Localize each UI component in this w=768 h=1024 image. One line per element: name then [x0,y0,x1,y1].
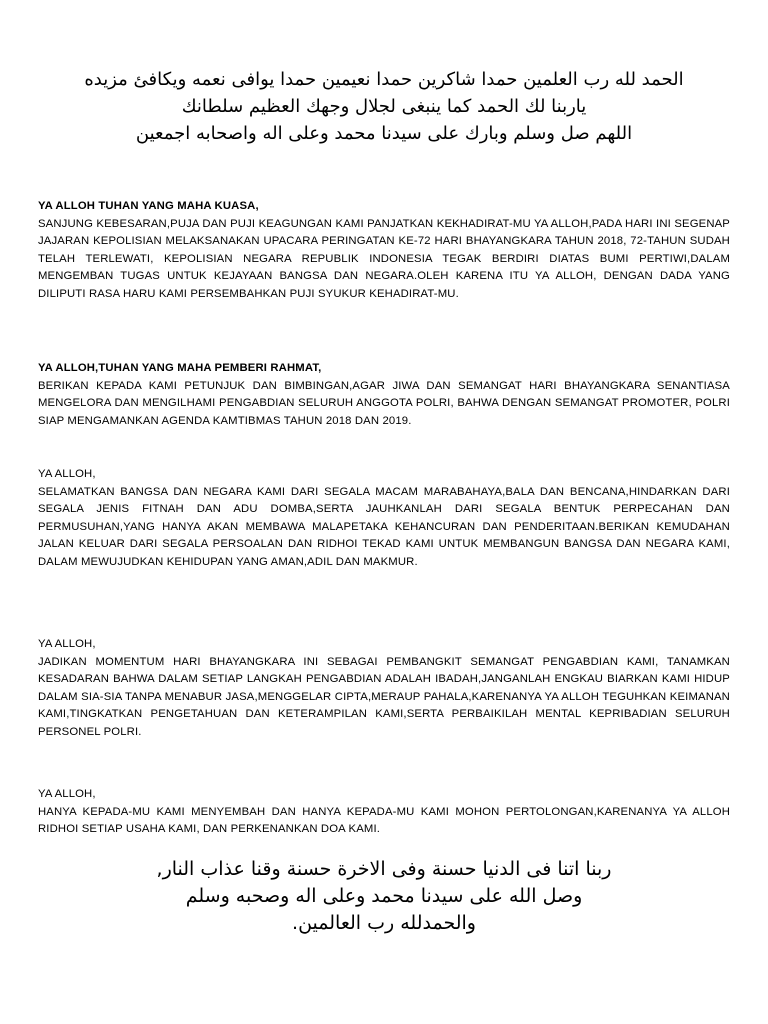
opening-prayer-line-2: ياربنا لك الحمد كما ينبغى لجلال وجهك العظيم سلطانك [181,96,587,117]
paragraph-heading: YA ALLOH, [38,468,96,480]
paragraph-4 [38,636,730,742]
closing-prayer-line-1: ربنا اتنا فى الدنيا حسنة وفى الاخرة حسنة وقنا عذاب النار, [156,858,612,880]
paragraph-body: SELAMATKAN BANGSA DAN NEGARA KAMI DARI SEGALA MACAM MARABAHAYA,BALA DAN BENCANA,HINDARKAN DARI SEGALA JENIS FITNAH DAN ADU DOMBA,SERTA JAUHKANLAH DARI SEGALA BENTUK PERPECAHAN DAN PERMUSUHAN,YANG HANYA AKAN MEMBAWA MALAPETAKA KEHANCURAN DAN PENDERITAAN.BERIKAN KEMUDAHAN JALAN KELUAR DARI SEGALA PERSOALAN DAN RIDHOI TEKAD KAMI UNTUK MEMBANGUN BANGSA DAN NEGARA KAMI, DALAM MEWUJUDKAN KEHIDUPAN YANG AMAN,ADIL DAN MAKMUR. [38,485,730,568]
paragraph-heading: YA ALLOH TUHAN YANG MAHA KUASA, [38,200,259,212]
opening-prayer-line-1: الحمد لله رب العلمين حمدا شاكرين حمدا نعيمين حمدا يوافى نعمه ويكافئ مزيده [84,69,684,90]
paragraph-5 [38,786,730,839]
opening-prayer [40,66,728,147]
closing-prayer-line-3: والحمدلله رب العالمين. [292,912,476,934]
closing-prayer [60,856,708,937]
paragraph-3 [38,466,730,572]
paragraph-2 [38,360,730,430]
paragraph-1 [38,198,730,304]
paragraph-body: HANYA KEPADA-MU KAMI MENYEMBAH DAN HANYA KEPADA-MU KAMI MOHON PERTOLONGAN,KARENANYA YA ALLOH RIDHOI SETIAP USAHA KAMI, DAN PERKENANKAN DOA KAMI. [38,805,730,836]
opening-prayer-line-3: اللهم صل وسلم وبارك على سيدنا محمد وعلى اله واصحابه اجمعين [135,123,633,144]
paragraph-body: SANJUNG KEBESARAN,PUJA DAN PUJI KEAGUNGAN KAMI PANJATKAN KEKHADIRAT-MU YA ALLOH,PADA HARI INI SEGENAP JAJARAN KEPOLISIAN MELAKSANAKAN UPACARA PERINGATAN KE-72 HARI BHAYANGKARA TAHUN 2018, 72-TAHUN SUDAH TELAH TERLEWATI, KEPOLISIAN NEGARA REPUBLIK INDONESIA TEGAK BERDIRI DIATAS BUMI PERTIWI,DALAM MENGEMBAN TUGAS UNTUK KEJAYAAN BANGSA DAN NEGARA.OLEH KARENA ITU YA ALLOH, DENGAN DADA YANG DILIPUTI RASA HARU KAMI PERSEMBAHKAN PUJI SYUKUR KEHADIRAT-MU. [38,217,730,300]
paragraph-body: BERIKAN KEPADA KAMI PETUNJUK DAN BIMBINGAN,AGAR JIWA DAN SEMANGAT HARI BHAYANGKARA SENANTIASA MENGELORA DAN MENGILHAMI PENGABDIAN SELURUH ANGGOTA POLRI, BAHWA DENGAN SEMANGAT PROMOTER, POLRI SIAP MENGAMANKAN AGENDA KAMTIBMAS TAHUN 2018 DAN 2019. [38,379,730,427]
paragraph-heading: YA ALLOH, [38,638,96,650]
closing-prayer-line-2: وصل الله على سيدنا محمد وعلى اله وصحبه وسلم [185,885,583,907]
paragraph-body: JADIKAN MOMENTUM HARI BHAYANGKARA INI SEBAGAI PEMBANGKIT SEMANGAT PENGABDIAN KAMI, TANAMKAN KESADARAN BAHWA DALAM SETIAP LANGKAH PENGABDIAN ADALAH IBADAH,JANGANLAH ENGKAU BIARKAN KAMI HIDUP DALAM SIA-SIA TANPA MENABUR JASA,MENGGELAR CIPTA,MERAUP PAHALA,KARENANYA YA ALLOH TEGUHKAN KEIMANAN KAMI,TINGKATKAN PENGETAHUAN DAN KETERAMPILAN KAMI,SERTA PERBAIKILAH MENTAL KEPRIBADIAN SELURUH PERSONEL POLRI. [38,655,730,738]
paragraph-heading: YA ALLOH,TUHAN YANG MAHA PEMBERI RAHMAT, [38,362,322,374]
paragraph-heading: YA ALLOH, [38,788,96,800]
